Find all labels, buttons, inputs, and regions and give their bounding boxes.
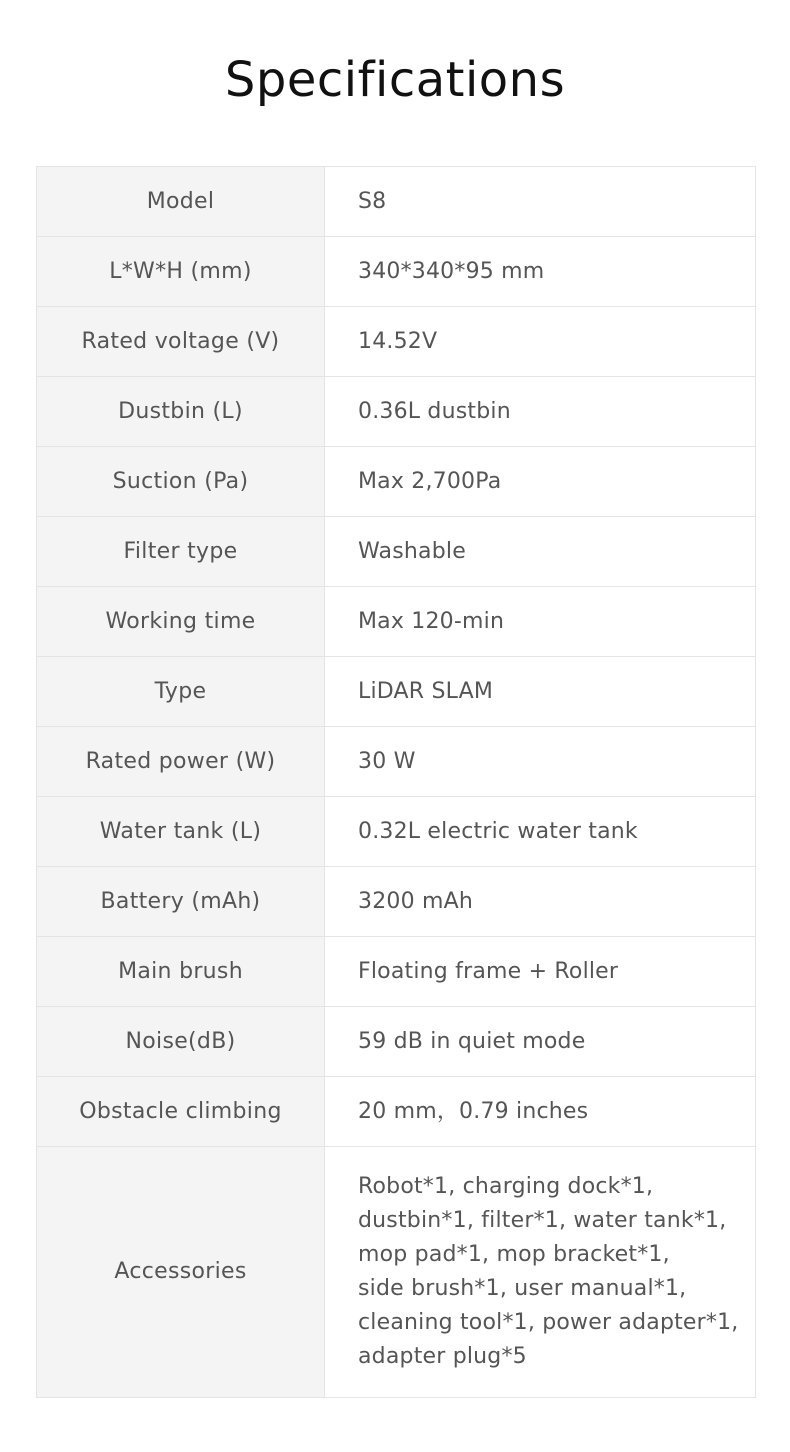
- spec-value: 14.52V: [325, 307, 756, 377]
- spec-row-suction: [37, 447, 756, 517]
- spec-row-noise: [37, 1007, 756, 1077]
- spec-label: Working time: [37, 587, 325, 657]
- spec-row-obstacle-climbing: [37, 1077, 756, 1147]
- spec-label: Accessories: [37, 1147, 325, 1398]
- spec-label: Model: [37, 167, 325, 237]
- spec-value: 20 mm，0.79 inches: [325, 1077, 756, 1147]
- spec-value: 0.36L dustbin: [325, 377, 756, 447]
- spec-value: 340*340*95 mm: [325, 237, 756, 307]
- spec-row-dimensions: [37, 237, 756, 307]
- spec-value: 30 W: [325, 727, 756, 797]
- spec-row-battery: [37, 867, 756, 937]
- spec-value: Washable: [325, 517, 756, 587]
- spec-label: Suction (Pa): [37, 447, 325, 517]
- spec-value: 0.32L electric water tank: [325, 797, 756, 867]
- spec-value: Max 2,700Pa: [325, 447, 756, 517]
- spec-row-dustbin: [37, 377, 756, 447]
- spec-label: Water tank (L): [37, 797, 325, 867]
- spec-label: Main brush: [37, 937, 325, 1007]
- spec-value: 59 dB in quiet mode: [325, 1007, 756, 1077]
- spec-label: Rated power (W): [37, 727, 325, 797]
- spec-row-model: [37, 167, 756, 237]
- spec-value: LiDAR SLAM: [325, 657, 756, 727]
- spec-row-working-time: [37, 587, 756, 657]
- spec-value: [325, 1147, 756, 1398]
- spec-label: Rated voltage (V): [37, 307, 325, 377]
- spec-value: 3200 mAh: [325, 867, 756, 937]
- spec-value: Floating frame + Roller: [325, 937, 756, 1007]
- spec-label: Obstacle climbing: [37, 1077, 325, 1147]
- spec-row-accessories: [37, 1147, 756, 1398]
- spec-value: Max 120-min: [325, 587, 756, 657]
- spec-row-water-tank: [37, 797, 756, 867]
- page-title: Specifications: [224, 52, 566, 108]
- spec-label: Noise(dB): [37, 1007, 325, 1077]
- spec-row-filter-type: [37, 517, 756, 587]
- spec-label: Battery (mAh): [37, 867, 325, 937]
- spec-row-main-brush: [37, 937, 756, 1007]
- spec-label: L*W*H (mm): [37, 237, 325, 307]
- specifications-table: [36, 166, 756, 1398]
- spec-label: Type: [37, 657, 325, 727]
- spec-row-rated-power: [37, 727, 756, 797]
- spec-value: S8: [325, 167, 756, 237]
- spec-row-rated-voltage: [37, 307, 756, 377]
- spec-row-type: [37, 657, 756, 727]
- spec-label: Dustbin (L): [37, 377, 325, 447]
- spec-label: Filter type: [37, 517, 325, 587]
- accessories-list: Robot*1, charging dock*1, dustbin*1, filter*1, water tank*1, mop pad*1, mop bracket*1, side brush*1, user manual*1, cleaning tool*1, power adapter*1, adapter plug*5: [358, 1174, 739, 1369]
